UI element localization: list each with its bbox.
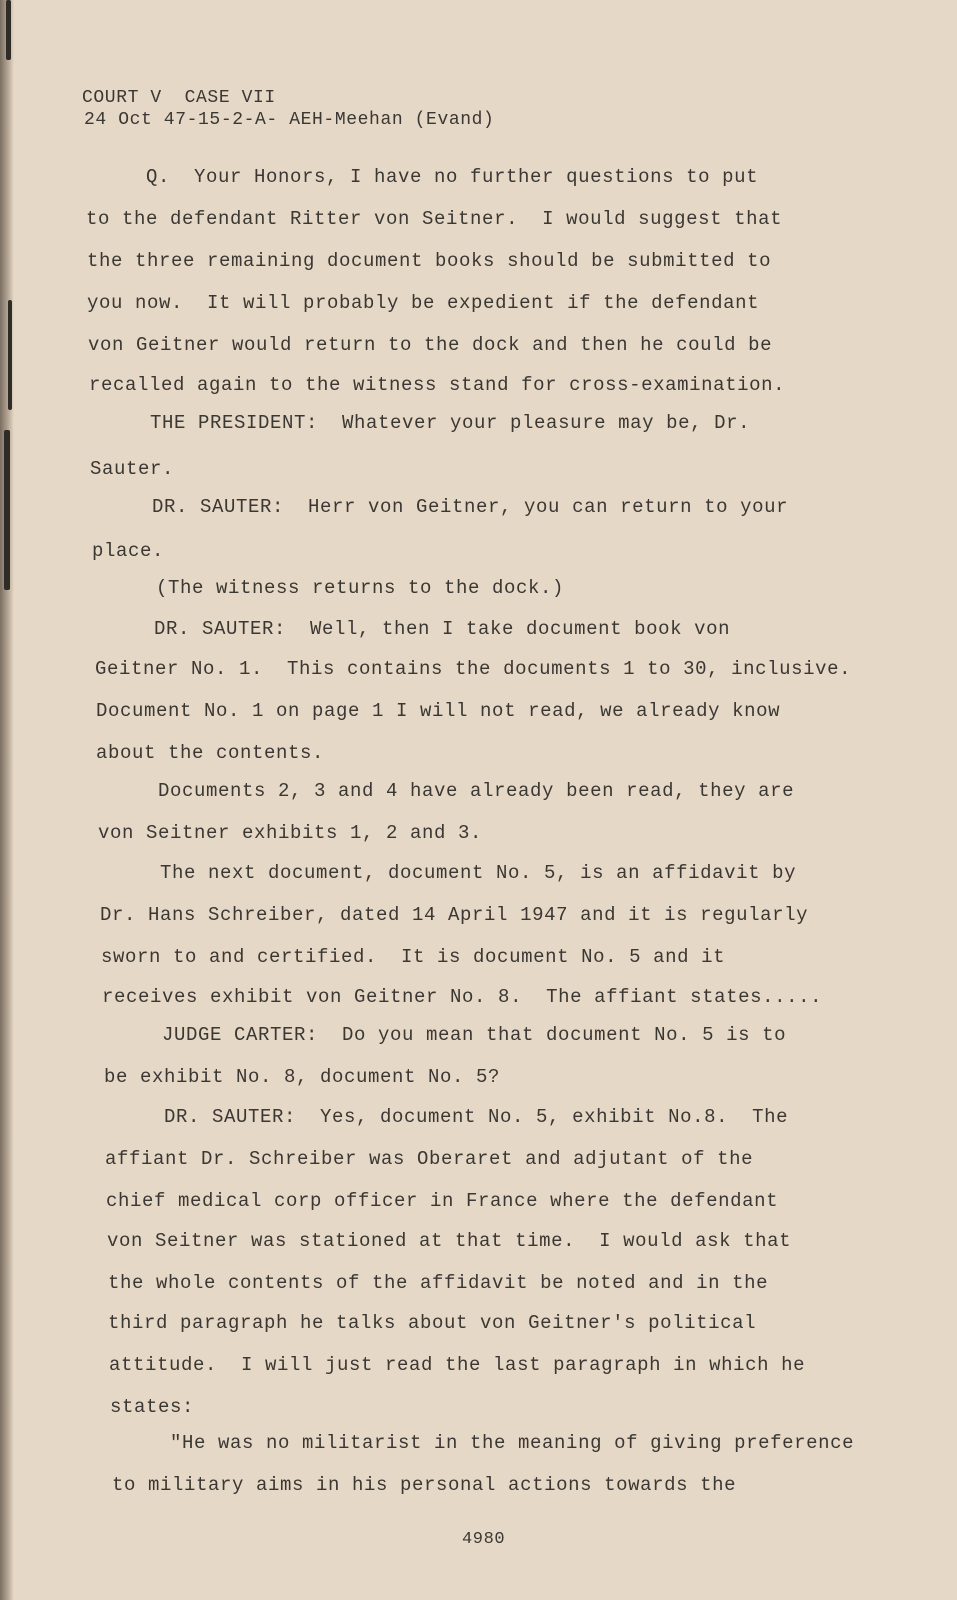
text-line: THE PRESIDENT: Whatever your pleasure may be, Dr. bbox=[150, 412, 751, 434]
text-line: you now. It will probably be expedient if the defendant bbox=[87, 292, 760, 314]
text-line: the three remaining document books should be submitted to bbox=[87, 250, 772, 272]
text-line: to the defendant Ritter von Seitner. I would suggest that bbox=[86, 208, 783, 230]
text-line: von Seitner was stationed at that time. I would ask that bbox=[107, 1230, 792, 1252]
text-line: The next document, document No. 5, is an affidavit by bbox=[160, 862, 797, 884]
text-line: Sauter. bbox=[90, 458, 175, 480]
text-line: JUDGE CARTER: Do you mean that document No. 5 is to bbox=[162, 1024, 787, 1046]
text-line: chief medical corp officer in France where the defendant bbox=[106, 1190, 779, 1212]
header-court-case: COURT V CASE VII bbox=[82, 88, 276, 108]
text-line: receives exhibit von Geitner No. 8. The affiant states..... bbox=[102, 986, 823, 1008]
text-line: affiant Dr. Schreiber was Oberaret and adjutant of the bbox=[105, 1148, 754, 1170]
text-line: the whole contents of the affidavit be noted and in the bbox=[108, 1272, 769, 1294]
text-line: sworn to and certified. It is document No. 5 and it bbox=[101, 946, 726, 968]
text-line: Geitner No. 1. This contains the documents 1 to 30, inclusive. bbox=[95, 658, 852, 680]
text-line: states: bbox=[110, 1396, 195, 1418]
text-line: recalled again to the witness stand for cross-examination. bbox=[89, 374, 786, 396]
text-line: von Geitner would return to the dock and then he could be bbox=[88, 334, 773, 356]
text-line: about the contents. bbox=[96, 742, 325, 764]
text-line: be exhibit No. 8, document No. 5? bbox=[104, 1066, 501, 1088]
text-line: attitude. I will just read the last paragraph in which he bbox=[109, 1354, 806, 1376]
text-line: von Seitner exhibits 1, 2 and 3. bbox=[98, 822, 483, 844]
text-line: DR. SAUTER: Herr von Geitner, you can return to your bbox=[152, 496, 789, 518]
page-number: 4980 bbox=[462, 1530, 506, 1549]
text-line: to military aims in his personal actions towards the bbox=[112, 1474, 737, 1496]
text-line: Documents 2, 3 and 4 have already been read, they are bbox=[158, 780, 795, 802]
text-line: DR. SAUTER: Yes, document No. 5, exhibit No.8. The bbox=[164, 1106, 789, 1128]
text-line: "He was no militarist in the meaning of giving preference bbox=[170, 1432, 855, 1454]
text-line: Q. Your Honors, I have no further questions to put bbox=[146, 166, 759, 188]
text-line: Dr. Hans Schreiber, dated 14 April 1947 and it is regularly bbox=[100, 904, 809, 926]
text-line: DR. SAUTER: Well, then I take document book von bbox=[154, 618, 731, 640]
text-line: third paragraph he talks about von Geitner's political bbox=[108, 1312, 757, 1334]
text-line: (The witness returns to the dock.) bbox=[156, 577, 565, 599]
header-date-reporter: 24 Oct 47-15-2-A- AEH-Meehan (Evand) bbox=[84, 110, 495, 130]
text-line: place. bbox=[92, 540, 165, 562]
text-line: Document No. 1 on page 1 I will not read, we already know bbox=[96, 700, 781, 722]
